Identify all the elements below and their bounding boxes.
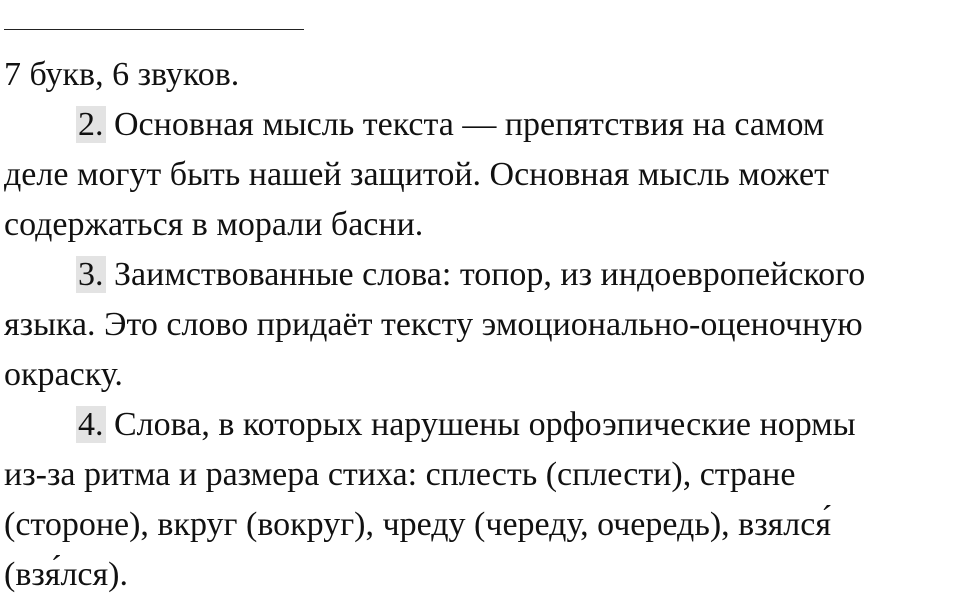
- text-line: Основная мысль текста — препятствия на самом: [105, 106, 825, 143]
- text-line: (стороне), вкруг (вокруг), чреду (череду, очередь), взялся́: [4, 506, 831, 543]
- text-line: языка. Это слово придаёт тексту эмоционально-оценочную: [4, 306, 863, 343]
- text-line: Заимствованные слова: топор, из индоевропейского: [105, 256, 866, 293]
- text-line: 7 букв, 6 звуков.: [4, 56, 240, 93]
- item-number: 2.: [78, 106, 104, 143]
- paragraph-item-2: [4, 100, 956, 150]
- answer-text: [4, 50, 956, 600]
- paragraph-item-4: [4, 400, 956, 450]
- text-line: содержаться в морали басни.: [4, 206, 424, 243]
- item-number: 3.: [78, 256, 104, 293]
- item-number: 4.: [78, 406, 104, 443]
- text-line: Слова, в которых нарушены орфоэпические нормы: [105, 406, 856, 443]
- text-line: (взя́лся).: [4, 556, 128, 593]
- paragraph-item-3: [4, 250, 956, 300]
- text-line: деле могут быть нашей защитой. Основная мысль может: [4, 156, 829, 193]
- text-line: из-за ритма и размера стиха: сплесть (сплести), стране: [4, 456, 796, 493]
- text-line: окраску.: [4, 356, 123, 393]
- footnote-divider: [4, 29, 304, 30]
